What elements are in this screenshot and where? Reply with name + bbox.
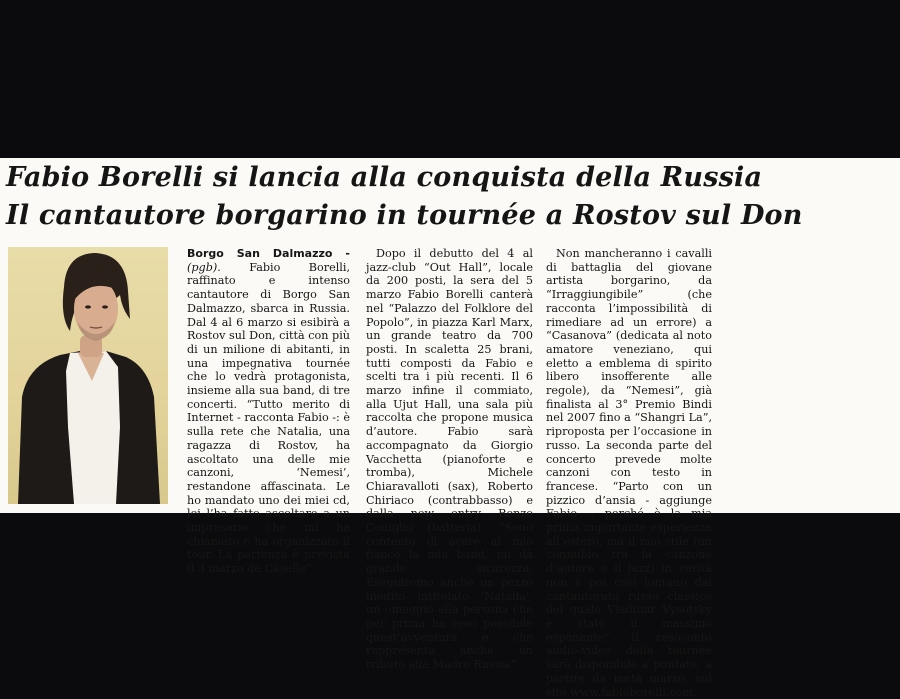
article-lead-paragraph <box>187 247 350 576</box>
article-column-2 <box>366 247 533 672</box>
headline-primary: Fabio Borelli si lancia alla conquista della Russia <box>6 162 763 193</box>
article-column-3 <box>546 247 712 699</box>
article-paragraph-2: Dopo il debutto del 4 al jazz-club “Out Hall”, locale da 200 posti, la sera del 5 marzo Fabio Borelli canterà nel “Palazzo del Folklore del Popolo”, in piazza Karl Marx, un grande teatro da 700 posti. In scaletta 25 brani, tutti composti da Fabio e scelti tra i più recenti. Il 6 marzo infine il commiato, alla Ujut Hall, una sala più raccolta che propone musica d’autore. Fabio sarà accompagnato da Giorgio Vacchetta (pianoforte e tromba), Michele Chiaravalloti (sax), Roberto Chiriaco (contrabbasso) e dalla new entry Renzo Coniglio (batteria). “Sono contento di avere al mio fianco la mia band, mi dà grande sicurezza. Eseguiremo anche un pezzo inedito intitolato ‘Natalia’, un omaggio alla persona che per prima ha reso possibile quest’avventura e che rappresenta anche un tributo alla Madre Russia”. <box>366 247 533 672</box>
headline-secondary: Il cantautore borgarino in tournée a Rostov sul Don <box>6 200 803 231</box>
artist-portrait-illustration <box>8 247 168 504</box>
artist-photo <box>8 247 168 504</box>
article-paragraph-3: Non mancheranno i cavalli di battaglia del giovane artista borgarino, da “Irraggiungibile” (che racconta l’impossibilità di rimediare ad un errore) a “Casanova” (dedicata al noto amatore veneziano, qui eletto a emblema di spirito libero insofferente alle regole), da “Nemesi”, già finalista al 3° Premio Bindi nel 2007 fino a “Shangri La”, riproposta per l’occasione in russo. La seconda parte del concerto prevede molte canzoni con testo in francese. “Parto con un pizzico d’ansia - aggiunge Fabio -, perché è la mia prima importante esperienza all’estero, ma il mio stile (un connubio tra la canzone d’autore e il jazz) in verità non è poi così lontano dal cantautorato russo classico del quale Vladimir Vysotsky è stato il massimo esponente”. Il resoconto audio-video della tournée sarà disponibile a puntate, a partire da metà marzo, sul sito www.fabioborelli.com. <box>546 247 712 699</box>
article-dateline: Borgo San Dalmazzo - <box>187 247 350 260</box>
article-column-1 <box>187 247 351 576</box>
newspaper-clipping <box>0 158 900 699</box>
article-byline: (pgb). <box>187 260 221 274</box>
article-paragraph-1: Fabio Borelli, raffinato e intenso cantautore di Borgo San Dalmazzo, sbarca in Russia. Dal 4 al 6 marzo si esibirà a Rostov sul Don, città con più di un milione di abitanti, in una impegnativa tournée che lo vedrà protagonista, insieme alla sua band, di tre concerti. “Tutto merito di Internet - racconta Fabio -: è sulla rete che Natalia, una ragazza di Rostov, ha ascoltato una delle mie canzoni, ‘Nemesi’, restandone affascinata. Le ho mandato uno dei miei cd, lei l’ha fatto ascoltare a un impresario che mi ha chiamato e ha organizzato il tour. La partenza è prevista il 3 marzo da Caselle”. <box>187 260 351 576</box>
